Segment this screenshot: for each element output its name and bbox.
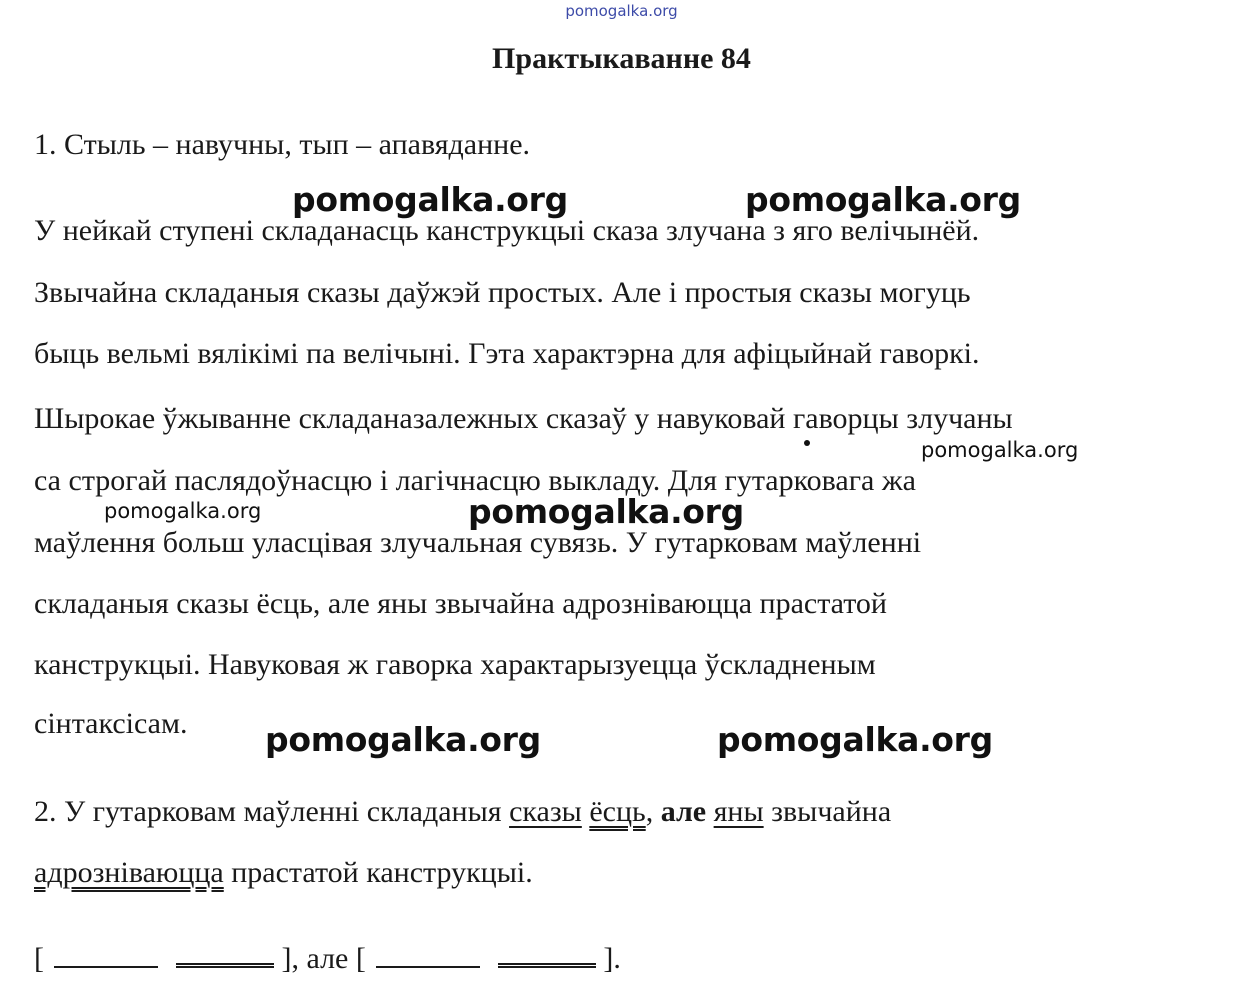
section2-sentence-line-2 [34,856,533,890]
watermark-big-3: pomogalka.org [468,492,744,531]
watermark-big-4: pomogalka.org [265,720,541,759]
paragraph-line-4: Шырокае ўжыванне складаназалежных сказаў у навуковай гаворцы злучаны [34,402,1013,435]
paragraph-line-9: сінтаксісам. [34,707,188,740]
scheme-middle: ], але [ [281,942,366,975]
scheme-bracket-close: ]. [603,942,621,975]
paragraph-line-3: быць вельмі вялікімі па велічыні. Гэта характэрна для афіцыйнай гаворкі. [34,337,980,370]
watermark-big-2: pomogalka.org [745,180,1021,219]
scheme-bracket-open-1: [ [34,942,44,975]
scheme-subject-blank-2 [376,966,480,968]
sentence-scheme [34,942,621,976]
predicate-2: адрозніваюцца [34,856,224,889]
section1-heading: 1. Стыль – навучны, тып – апавяданне. [34,128,531,161]
sentence-tail-2: прастатой канструкцыі. [223,856,533,889]
watermark-top: pomogalka.org [565,2,678,20]
sentence-tail-1: звычайна [763,795,892,828]
watermark-small-1: pomogalka.org [921,438,1079,462]
sentence-prefix: 2. У гутарковам маўленні складаныя [34,795,510,828]
paragraph-line-6: маўлення больш уласцівая злучальная сувязь. У гутарковам маўленні [34,526,922,559]
scheme-subject-blank-1 [54,966,158,968]
watermark-small-2: pomogalka.org [104,499,262,523]
stray-dot [804,440,810,446]
paragraph-line-1: У нейкай ступені складанасць канструкцыі сказа злучана з яго велічынёй. [34,214,980,247]
paragraph-line-2: Звычайна складаныя сказы даўжэй простых. Але і простыя сказы могуць [34,276,971,309]
section2-sentence-line-1 [34,795,891,829]
subject-1: сказы [509,795,582,828]
watermark-big-5: pomogalka.org [717,720,993,759]
paragraph-line-8: канструкцыі. Навуковая ж гаворка характарызуецца ўскладненым [34,648,876,681]
paragraph-line-7: складаныя сказы ёсць, але яны звычайна адрозніваюцца прастатой [34,587,887,620]
conjunction: але [660,795,707,828]
paragraph-line-5: са строгай паслядоўнасцю і лагічнасцю выкладу. Для гутарковага жа [34,464,916,497]
watermark-big-1: pomogalka.org [292,180,568,219]
comma: , [645,795,654,828]
subject-2: яны [713,795,764,828]
scheme-predicate-blank-2 [498,963,596,968]
page-title: Практыкаванне 84 [492,42,751,75]
scheme-predicate-blank-1 [176,963,274,968]
predicate-1: ёсць [589,795,646,828]
